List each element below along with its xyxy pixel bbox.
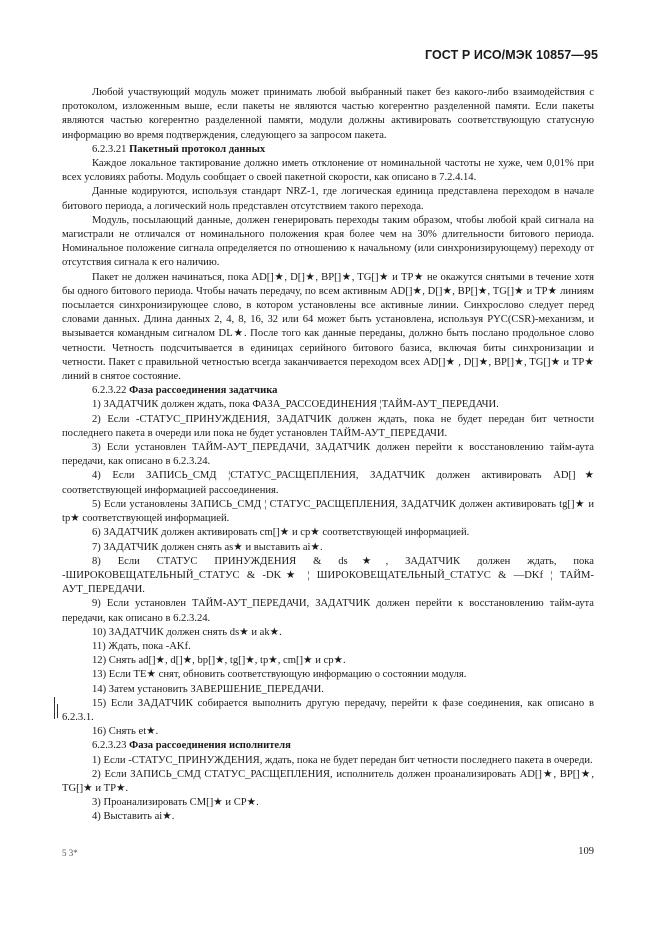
- section-title: Фаза рассоединения исполнителя: [129, 740, 291, 752]
- change-bar: [54, 697, 55, 719]
- section-number: 6.2.3.21: [92, 143, 127, 155]
- section-heading: [62, 143, 594, 157]
- footer-mark: 5 3*: [62, 848, 78, 858]
- section-number: 6.2.3.23: [92, 740, 127, 752]
- section-number: 6.2.3.22: [92, 385, 127, 397]
- section-title: Фаза рассоединения задатчика: [129, 385, 278, 397]
- list: [62, 398, 594, 739]
- paragraph: Данные кодируются, используя стандарт NRZ-1, где логическая единица представлена переходом в начале битового периода, а логический ноль представлен отсутствием такого перехода.: [62, 186, 594, 212]
- list-item: 7) ЗАДАТЧИК должен снять as★ и выставить ai★.: [92, 541, 323, 553]
- list-item: 10) ЗАДАТЧИК должен снять ds★ и ak★.: [92, 626, 282, 638]
- list-item: 9) Если установлен ТАЙМ-АУТ_ПЕРЕДАЧИ, ЗАДАТЧИК должен перейти к восстановлению тайм-аута передачи, как описано в 6.2.3.24.: [62, 598, 594, 624]
- page-body: [62, 86, 594, 825]
- document-header: ГОСТ Р ИСО/МЭК 10857—95: [424, 48, 598, 62]
- list-item: 4) Если ЗАПИСЬ_СМД ¦СТАТУС_РАСЩЕПЛЕНИЯ, ЗАДАТЧИК должен активировать AD[]★ соответствующей информацией рассоединения.: [62, 470, 594, 496]
- paragraph: Пакет не должен начинаться, пока AD[]★, D[]★, BP[]★, TG[]★ и TP★ не окажутся снятыми в течение хотя бы одного битового периода. Чтобы начать передачу, по всем активным AD[]★, D[]★, BP[]★, TG[]★ и TP★ линиям посылается синхронизирующее слово, в котором установлены все активные линии. Синхрослово следует перед словами данных. Длина данных 2, 4, 8, 16, 32 или 64 может быть установлена, используя PYC(CSR)-механизм, и вызывается командным сигналом DL★. После того как данные переданы, должно быть послано продольное слово четности. Четность подсчитывается в единицах серийного битового базиса, включая биты синхронизации и четности. Пакет с правильной четностью всегда заканчивается переходом всех AD[]★ , D[]★, BP[]★, TG[]★ и TP★ линий в снятое состояние.: [62, 271, 594, 383]
- list-item: 1) ЗАДАТЧИК должен ждать, пока ФАЗА_РАССОЕДИНЕНИЯ ¦ТАЙМ-АУТ_ПЕРЕДАЧИ.: [92, 399, 499, 411]
- paragraph: Любой участвующий модуль может принимать любой выбранный пакет без какого-либо взаимодействия с протоколом, изложенным выше, если пакеты не являются частью когерентно разделенной памяти. Если пакеты являются частью когерентно разделенной памяти, модули должны активировать соответствующую статусную информацию во время подтверждения, следующего за запросом пакета.: [62, 87, 594, 141]
- list-item: 11) Ждать, пока -AKf.: [92, 640, 191, 652]
- list-item: 14) Затем установить ЗАВЕРШЕНИЕ_ПЕРЕДАЧИ.: [92, 683, 324, 695]
- section-title: Пакетный протокол данных: [129, 143, 266, 155]
- page-number: 109: [578, 846, 594, 857]
- paragraph: Модуль, посылающий данные, должен генерировать переходы таким образом, чтобы любой край сигнала на магистрали не отличался от номинального положения края более чем на 30% длительности битового периода. Номинальное положение сигнала определяется по отношению к начальному (или синхронизирующему) переходу от отсутствия сигнала к его наличию.: [62, 214, 594, 269]
- list-item: 2) Если -СТАТУС_ПРИНУЖДЕНИЯ, ЗАДАТЧИК должен ждать, пока не будет передан бит четности последнего пакета в очереди или пока не будет установлен ТАЙМ-АУТ_ПЕРЕДАЧИ.: [62, 413, 594, 439]
- list: [62, 754, 594, 825]
- list-item: 4) Выставить ai★.: [92, 811, 175, 823]
- list-item: 3) Проанализировать CM[]★ и CP★.: [92, 797, 259, 809]
- section-heading: [62, 739, 594, 753]
- list-item: 15) Если ЗАДАТЧИК собирается выполнить другую передачу, перейти к фазе соединения, как описано в 6.2.3.1.: [62, 697, 594, 723]
- paragraph: Каждое локальное тактирование должно иметь отклонение от номинальной частоты не хуже, чем 0,01% при всех условиях работы. Модуль сообщает о своей пакетной скорости, как описано в 7.2.4.14.: [62, 158, 594, 184]
- section-heading: [62, 384, 594, 398]
- list-item: 3) Если установлен ТАЙМ-АУТ_ПЕРЕДАЧИ, ЗАДАТЧИК должен перейти к восстановлению тайм-аута передачи, как описано в 6.2.3.24.: [62, 442, 594, 468]
- list-item: 8) Если СТАТУС ПРИНУЖДЕНИЯ & ds★, ЗАДАТЧИК должен ждать, пока -ШИРОКОВЕЩАТЕЛЬНЫЙ_СТАТУС & -DK★ ¦ ШИРОКОВЕЩАТЕЛЬНЫЙ_СТАТУС & —DKf ¦ ТАЙМ-АУТ_ПЕРЕДАЧИ.: [62, 555, 594, 596]
- list-item: 13) Если TE★ снят, обновить соответствующую информацию о состоянии модуля.: [92, 669, 467, 681]
- change-bar: [57, 704, 58, 718]
- list-item: 1) Если -СТАТУС_ПРИНУЖДЕНИЯ, ждать, пока не будет передан бит четности последнего пакета в очереди.: [92, 754, 593, 766]
- list-item: 6) ЗАДАТЧИК должен активировать cm[]★ и cp★ соответствующей информацией.: [92, 527, 470, 539]
- list-item: 5) Если установлены ЗАПИСЬ_СМД ¦ СТАТУС_РАСЩЕПЛЕНИЯ, ЗАДАТЧИК должен активировать tg[]★ и tp★ соответствующей информацией.: [62, 498, 594, 525]
- list-item: 12) Снять ad[]★, d[]★, bp[]★, tg[]★, tp★, cm[]★ и cp★.: [92, 655, 346, 667]
- list-item: 2) Если ЗАПИСЬ_СМД СТАТУС_РАСЩЕПЛЕНИЯ, исполнитель должен проанализировать AD[]★, BP[]★, TG[]★ и TP★.: [62, 768, 594, 794]
- list-item: 16) Снять et★.: [92, 726, 159, 738]
